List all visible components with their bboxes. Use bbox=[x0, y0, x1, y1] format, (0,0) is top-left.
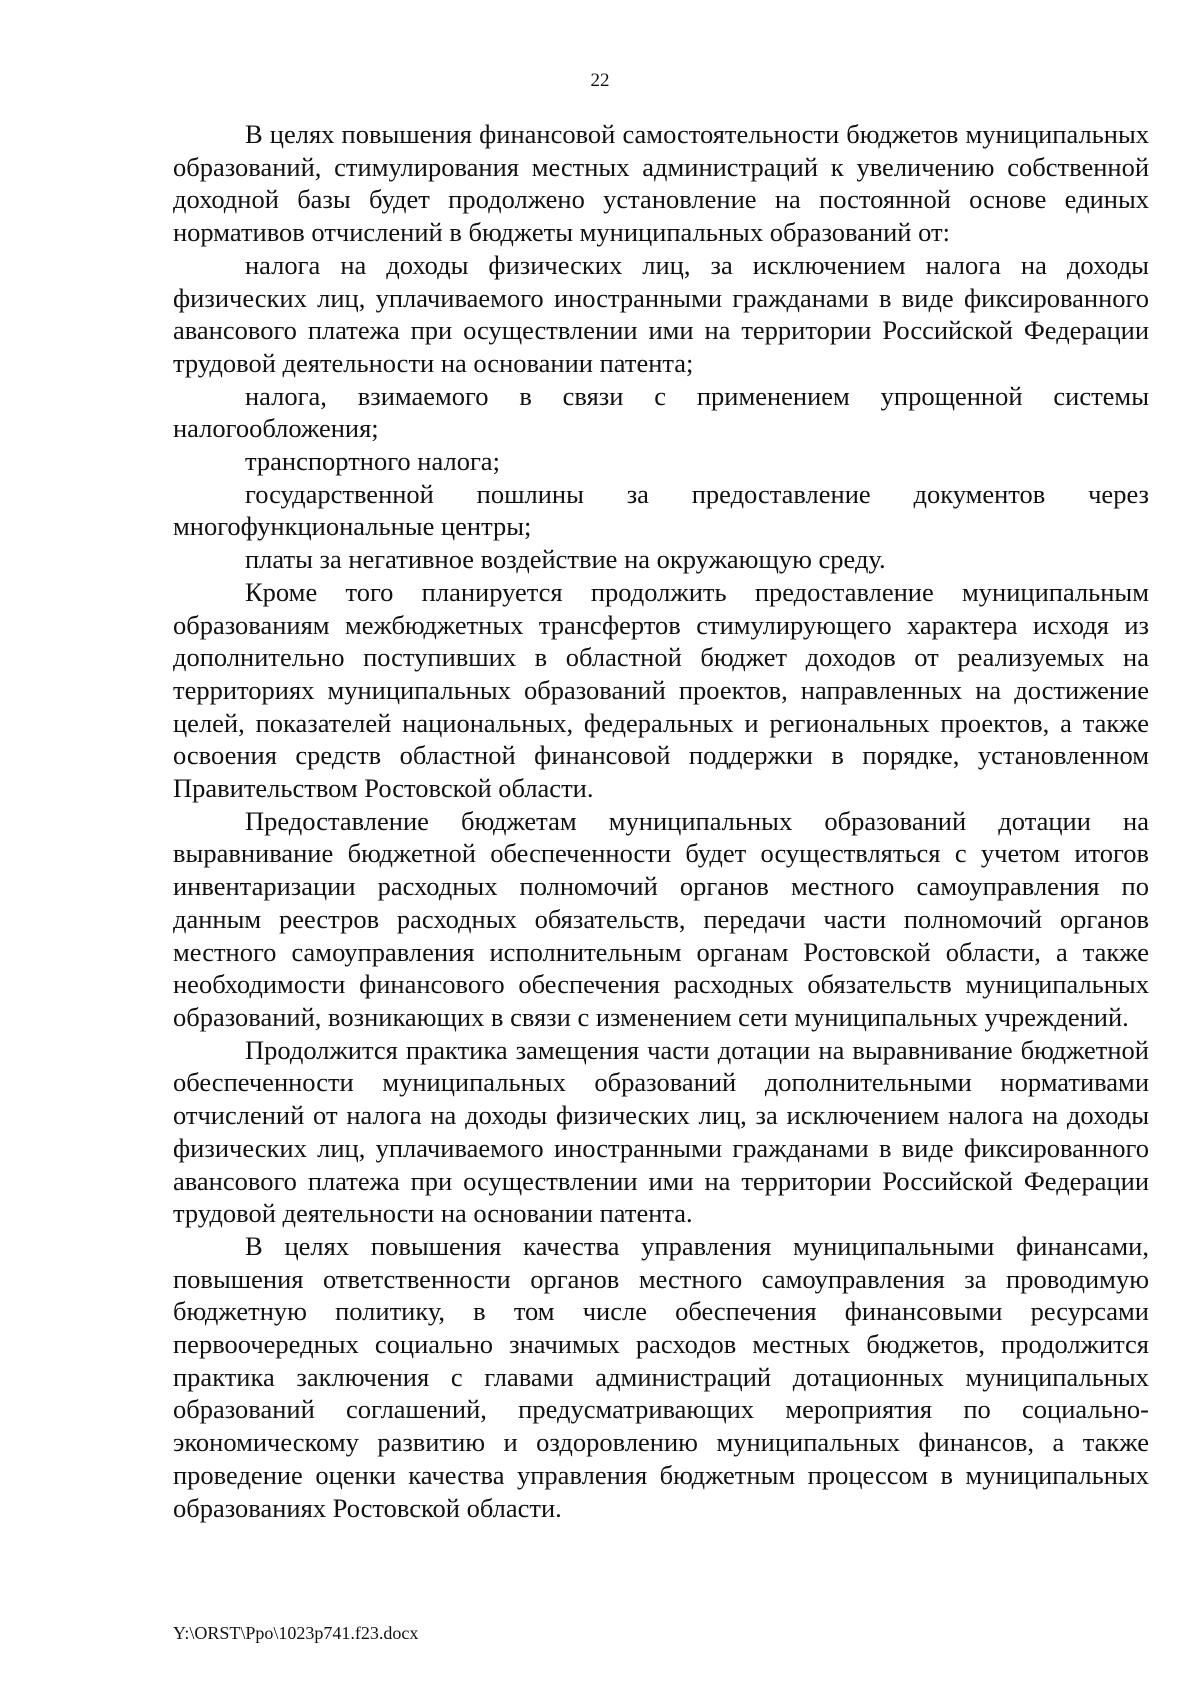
paragraph: налога на доходы физических лиц, за исключением налога на доходы физических лиц, уплачиваемого иностранными гражданами в виде фиксированного авансового платежа при осуществлении ими на территории Российской Федерации трудовой деятельности на основании патента; bbox=[173, 249, 1149, 378]
paragraph: платы за негативное воздействие на окружающую среду. bbox=[245, 544, 886, 575]
paragraph: транспортного налога; bbox=[245, 446, 500, 477]
paragraph: государственной пошлины за предоставление документов через многофункциональные центры; bbox=[173, 478, 1149, 542]
paragraph: В целях повышения финансовой самостоятельности бюджетов муниципальных образований, стимулирования местных администраций к увеличению собственной доходной базы будет продолжено установление на постоянной основе единых нормативов отчислений в бюджеты муниципальных образований от: bbox=[173, 119, 1149, 248]
document-body bbox=[173, 118, 1149, 1524]
paragraph: В целях повышения качества управления муниципальными финансами, повышения ответственности органов местного самоуправления за проводимую бюджетную политику, в том числе обеспечения финансовыми ресурсами первоочередных социально значимых расходов местных бюджетов, продолжится практика заключения с главами администраций дотационных муниципальных образований соглашений, предусматривающих мероприятия по социально-экономическому развитию и оздоровлению муниципальных финансов, а также проведение оценки качества управления бюджетным процессом в муниципальных образованиях Ростовской области. bbox=[173, 1230, 1149, 1523]
paragraph: Предоставление бюджетам муниципальных образований дотации на выравнивание бюджетной обеспеченности будет осуществляться с учетом итогов инвентаризации расходных полномочий органов местного самоуправления по данным реестров расходных обязательств, передачи части полномочий органов местного самоуправления исполнительным органам Ростовской области, а также необходимости финансового обеспечения расходных обязательств муниципальных образований, возникающих в связи с изменением сети муниципальных учреждений. bbox=[173, 805, 1149, 1032]
page-number: 22 bbox=[590, 70, 610, 91]
footer-file-path: Y:\ORST\Ppo\1023p741.f23.docx bbox=[173, 1623, 419, 1643]
paragraph: Продолжится практика замещения части дотации на выравнивание бюджетной обеспеченности муниципальных образований дополнительными нормативами отчислений от налога на доходы физических лиц, за исключением налога на доходы физических лиц, уплачиваемого иностранными гражданами в виде фиксированного авансового платежа при осуществлении ими на территории Российской Федерации трудовой деятельности на основании патента. bbox=[173, 1034, 1149, 1229]
paragraph: Кроме того планируется продолжить предоставление муниципальным образованиям межбюджетных трансфертов стимулирующего характера исходя из дополнительно поступивших в областной бюджет доходов от реализуемых на территориях муниципальных образований проектов, направленных на достижение целей, показателей национальных, федеральных и региональных проектов, а также освоения средств областной финансовой поддержки в порядке, установленном Правительством Ростовской области. bbox=[173, 576, 1149, 804]
paragraph: налога, взимаемого в связи с применением упрощенной системы налогообложения; bbox=[173, 380, 1149, 444]
